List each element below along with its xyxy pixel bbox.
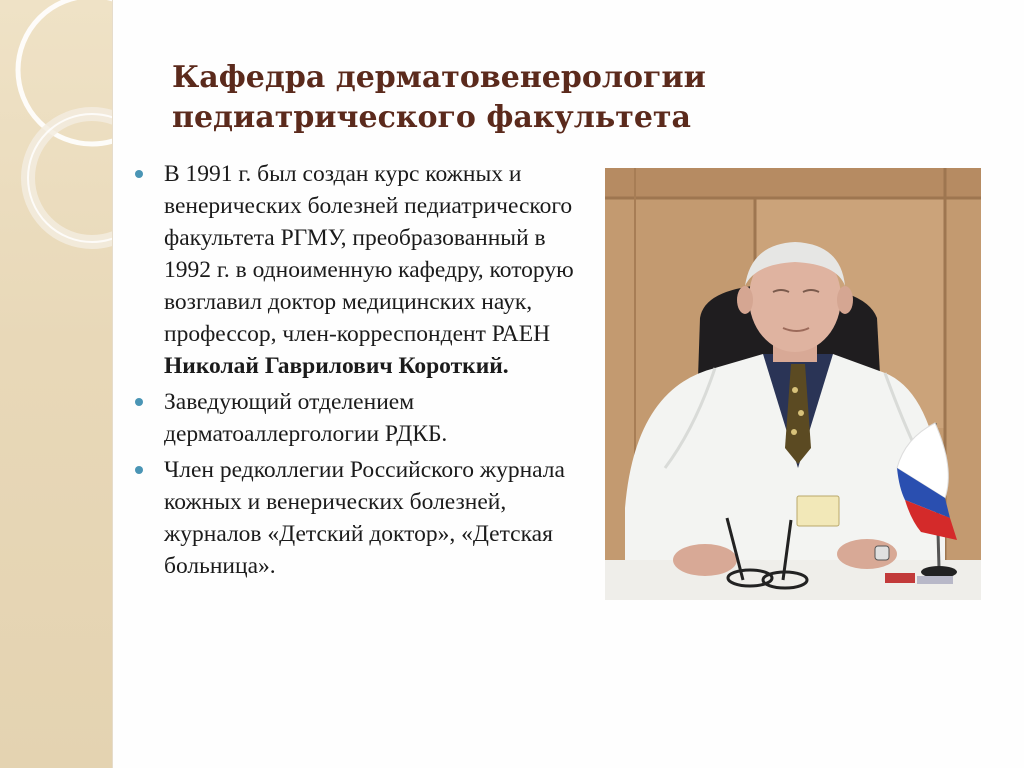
- bullet-item: [130, 158, 575, 382]
- bullet-bold-name: Николай Гаврилович Короткий.: [164, 353, 509, 379]
- page-title: [172, 58, 872, 138]
- bullet-text: В 1991 г. был создан курс кожных и венерических болезней педиатрического факультета РГМУ, преобразованный в 1992 г. в одноименную кафедру, которую возглавил доктор медицинских наук, профессор, член-корреспондент РАЕН: [164, 161, 574, 347]
- bullet-item: [130, 386, 575, 450]
- bullet-dot-icon: [135, 398, 143, 406]
- title-line: педиатрического факультета: [172, 100, 691, 135]
- bullet-text: Заведующий отделением дерматоаллергологии РДКБ.: [164, 389, 448, 447]
- portrait-photo: [605, 168, 981, 600]
- bullet-dot-icon: [135, 466, 143, 474]
- bullet-dot-icon: [135, 170, 143, 178]
- bullet-text: Член редколлегии Российского журнала кожных и венерических болезней, журналов «Детский доктор», «Детская больница».: [164, 457, 565, 579]
- portrait-illustration: [605, 168, 981, 600]
- bullet-list: [130, 158, 575, 586]
- bullet-item: [130, 454, 575, 582]
- decorative-circles: [0, 0, 112, 768]
- title-line: Кафедра дерматовенерологии: [172, 60, 706, 95]
- decorative-side-strip: [0, 0, 113, 768]
